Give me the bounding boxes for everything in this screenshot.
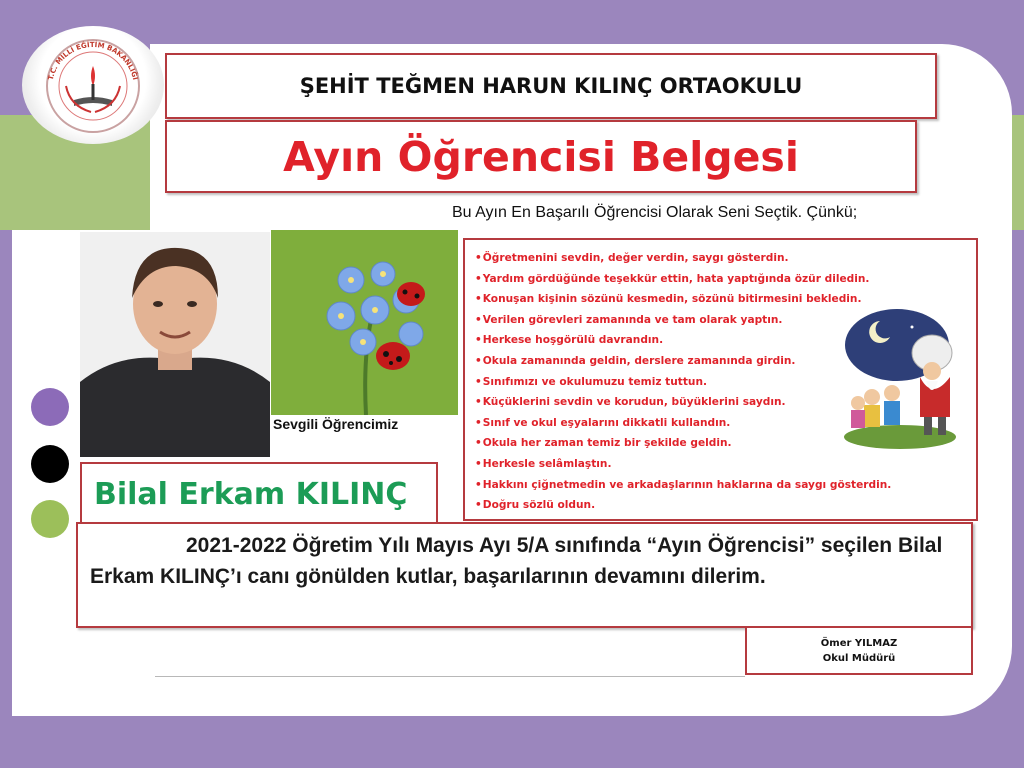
reason-item: • Küçüklerini sevdin ve korudun, büyüklerini saydın. [475,392,976,413]
reason-item: • Herkesle selâmlaştın. [475,454,976,475]
reason-item: • Hakkını çiğnetmedin ve arkadaşlarının haklarına da saygı gösterdin. [475,475,976,496]
reason-item: • Okula her zaman temiz bir şekilde geldin. [475,433,976,454]
intro-text: Bu Ayın En Başarılı Öğrencisi Olarak Seni Seçtik. Çünkü; [452,204,858,221]
reason-item: • Sınıf ve okul eşyalarını dikkatli kullandın. [475,413,976,434]
logo-text: T.C. MİLLİ EĞİTİM BAKANLIĞI [46,40,140,81]
reason-item: • Okula zamanında geldin, derslere zamanında girdin. [475,351,976,372]
reason-item: • Herkese hoşgörülü davrandın. [475,330,976,351]
nasreddin-illustration [842,305,972,453]
school-name: ŞEHİT TEĞMEN HARUN KILINÇ ORTAOKULU [165,53,937,119]
signature-box [745,626,973,675]
flower-ladybug-image [271,230,458,415]
ministry-logo [22,26,164,144]
green-dot [31,500,69,538]
principal-name: Ömer YILMAZ [820,637,898,649]
student-photo [80,232,270,457]
reason-item: • Yardım gördüğünde teşekkür ettin, hata yaptığında özür diledin. [475,269,976,290]
divider-line [155,676,745,677]
reason-item: • Sınıfımızı ve okulumuzu temiz tuttun. [475,372,976,393]
photo-caption: Sevgili Öğrencimiz [273,416,399,432]
certificate-title: Ayın Öğrencisi Belgesi [165,120,917,193]
reason-item: • Konuşan kişinin sözünü kesmedin, sözünü bitirmesini bekledin. [475,289,976,310]
principal-role: Okul Müdürü [822,652,896,664]
reason-item: • Öğretmenini sevdin, değer verdin, saygı gösterdin. [475,248,976,269]
ministry-emblem-icon [22,26,164,144]
reason-item: • Doğru sözlü oldun. [475,495,976,516]
student-name: Bilal Erkam KILINÇ [80,462,438,527]
purple-dot [31,388,69,426]
congrats-message: 2021-2022 Öğretim Yılı Mayıs Ayı 5/A sınıfında “Ayın Öğrencisi” seçilen Bilal Erkam KILINÇ’ı canı gönülden kutlar, başarılarının devamını dilerim. [76,522,973,628]
black-dot [31,445,69,483]
reason-item: • Verilen görevleri zamanında ve tam olarak yaptın. [475,310,976,331]
